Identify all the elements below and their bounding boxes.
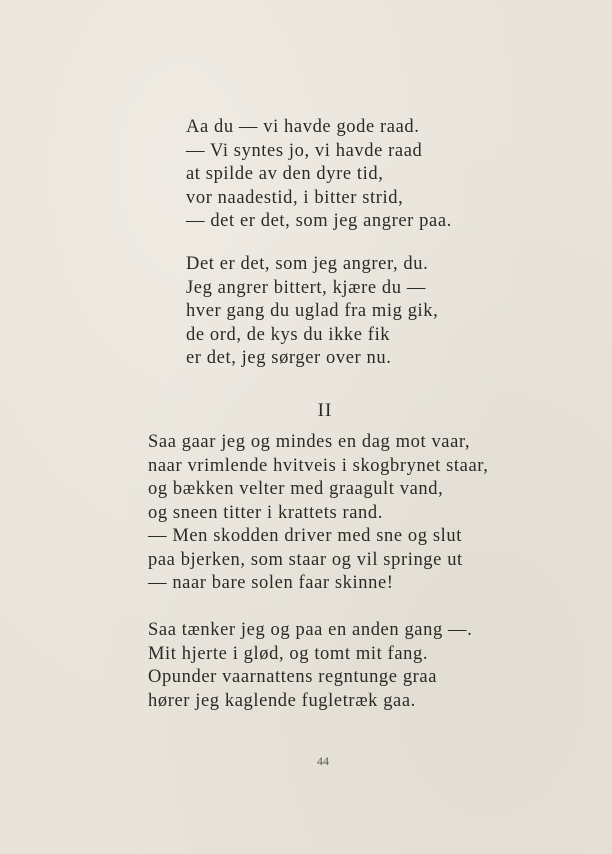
poem-line: Saa gaar jeg og mindes en dag mot vaar, [148, 432, 471, 452]
poem-line: Aa du — vi havde gode raad. [186, 117, 420, 137]
poem-line: Jeg angrer bittert, kjære du — [186, 277, 426, 298]
poem-line: Saa tænker jeg og paa en anden gang —. [148, 620, 473, 640]
stanza-1 [186, 116, 452, 234]
stanza-4 [148, 619, 472, 713]
poem-line: — Men skodden driver med sne og slut [148, 526, 462, 546]
poem-line: og sneen titter i krattets rand. [148, 502, 383, 523]
poem-line: vor naadestid, i bitter strid, [186, 187, 404, 208]
poem-line: er det, jeg sørger over nu. [186, 348, 392, 368]
poem-line: og bækken velter med graagult vand, [148, 479, 444, 499]
poem-line: — det er det, som jeg angrer paa. [186, 211, 452, 231]
poem-line: de ord, de kys du ikke fik [186, 324, 391, 345]
poem-line: hører jeg kaglende fugletræk gaa. [148, 690, 416, 711]
stanza-2 [186, 253, 438, 371]
poem-line: at spilde av den dyre tid, [186, 164, 384, 184]
poem-line: — Vi syntes jo, vi havde raad [186, 140, 423, 161]
poem-line: naar vrimlende hvitveis i skogbrynet staar, [148, 455, 489, 476]
poem-line: Mit hjerte i glød, og tomt mit fang. [148, 643, 429, 664]
poem-line: Det er det, som jeg angrer, du. [186, 254, 429, 274]
poem-line: — naar bare solen faar skinne! [148, 573, 394, 593]
poem-line: hver gang du uglad fra mig gik, [186, 301, 439, 321]
page-number: 44 [317, 754, 329, 768]
poem-line: Opunder vaarnattens regntunge graa [148, 667, 438, 687]
stanza-3 [148, 431, 489, 596]
section-numeral: II [317, 400, 333, 421]
poem-line: paa bjerken, som staar og vil springe ut [148, 549, 463, 570]
